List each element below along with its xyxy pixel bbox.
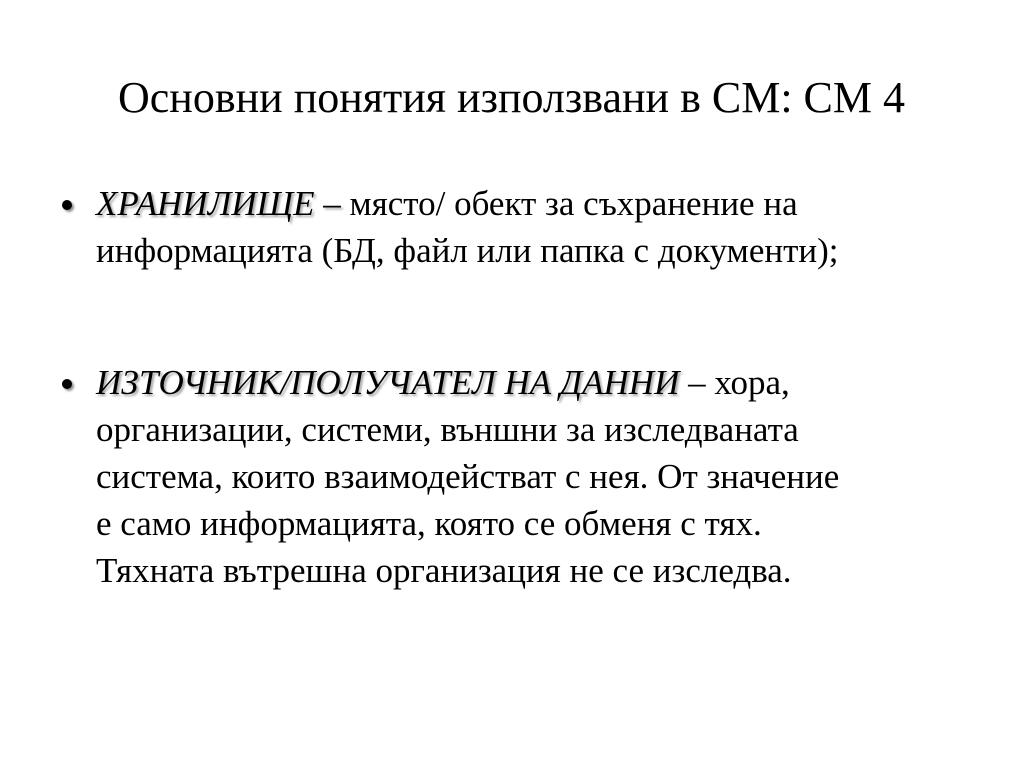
term-storage: ХРАНИЛИЩЕ – xyxy=(96,184,341,223)
definition-line: организации, системи, външни за изследваната xyxy=(96,410,799,449)
bullet-item-data-source xyxy=(58,359,988,594)
bullet-item-storage xyxy=(58,180,988,274)
bullet-list xyxy=(58,180,988,594)
definition-text: – хора, xyxy=(679,363,790,402)
definition-line: Тяхната вътрешна организация не се изследва. xyxy=(96,551,792,590)
bullet-line xyxy=(96,180,988,227)
definition-line: система, които взаимодействат с нея. От значение xyxy=(96,457,840,496)
slide-title: Основни понятия използвани в СМ: СМ 4 xyxy=(117,73,906,122)
term-data-source: ИЗТОЧНИК/ПОЛУЧАТЕЛ НА ДАННИ xyxy=(96,363,680,402)
bullet-dot-icon xyxy=(62,200,72,210)
definition-line: информацията (БД, файл или папка с документи); xyxy=(96,231,839,270)
definition-line: е само информацията, която се обменя с тях. xyxy=(96,504,762,543)
definition-text: място/ обект за съхранение на xyxy=(340,184,798,223)
bullet-dot-icon xyxy=(62,379,72,389)
bullet-line xyxy=(96,359,988,406)
